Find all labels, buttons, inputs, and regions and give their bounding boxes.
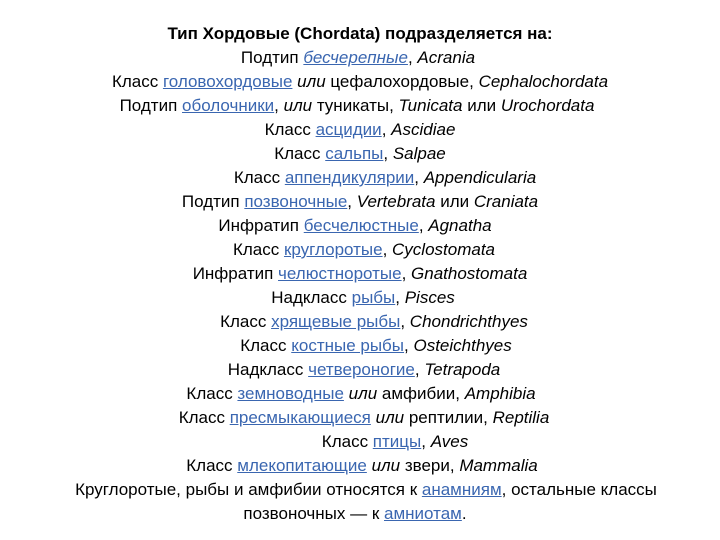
taxonomy-line-pisces bbox=[3, 286, 720, 310]
taxon-link[interactable]: позвоночные bbox=[244, 192, 348, 211]
taxonomy-line-agnatha bbox=[0, 214, 715, 238]
taxonomy-line-reptilia bbox=[4, 406, 720, 430]
line-text: , bbox=[414, 168, 424, 187]
latin-name: Appendicularia bbox=[423, 168, 537, 187]
line-text: Подтип bbox=[240, 48, 304, 67]
line-text: Класс bbox=[240, 336, 292, 355]
taxonomy-line-tunicata bbox=[0, 94, 717, 118]
taxon-link[interactable]: земноводные bbox=[237, 384, 344, 403]
line-text: , bbox=[381, 120, 392, 139]
taxon-link[interactable]: амниотам bbox=[384, 504, 462, 523]
line-text: звери, bbox=[400, 456, 460, 475]
latin-name: Mammalia bbox=[459, 456, 538, 475]
line-text: Класс bbox=[178, 408, 230, 427]
line-text: амфибии, bbox=[377, 384, 465, 403]
line-text: Класс bbox=[111, 72, 163, 91]
latin-name: или bbox=[348, 384, 378, 403]
taxon-link[interactable]: млекопитающие bbox=[237, 456, 367, 475]
line-text: , bbox=[404, 336, 414, 355]
line-text: , bbox=[395, 288, 405, 307]
taxon-link[interactable]: оболочники bbox=[182, 96, 275, 115]
latin-name: Cephalochordata bbox=[478, 72, 609, 91]
latin-name: Tetrapoda bbox=[424, 360, 501, 379]
taxon-link[interactable]: птицы bbox=[372, 432, 422, 451]
taxonomy-line-vertebrata bbox=[0, 190, 720, 214]
taxon-link[interactable]: асцидии bbox=[315, 120, 382, 139]
latin-name: Chondrichthyes bbox=[409, 312, 528, 331]
note-line-anamnia bbox=[6, 478, 720, 502]
line-text: , bbox=[407, 48, 418, 67]
line-text: Подтип bbox=[119, 96, 183, 115]
latin-name: Reptilia bbox=[492, 408, 550, 427]
taxonomy-line-mammalia bbox=[2, 454, 720, 478]
line-text: или bbox=[435, 192, 474, 211]
line-text: , bbox=[401, 264, 412, 283]
line-text: Класс bbox=[186, 384, 238, 403]
line-text: . bbox=[461, 504, 467, 523]
line-text: Подтип bbox=[181, 192, 245, 211]
latin-name: или bbox=[371, 456, 401, 475]
latin-name: Cyclostomata bbox=[392, 240, 496, 259]
taxonomy-line-gnathostomata bbox=[0, 262, 720, 286]
line-text: Инфратип bbox=[218, 216, 304, 235]
line-text: Класс bbox=[274, 144, 326, 163]
latin-name: или bbox=[297, 72, 326, 91]
latin-name: или bbox=[375, 408, 405, 427]
latin-name: Agnatha bbox=[428, 216, 492, 235]
taxon-link[interactable]: четвероногие bbox=[308, 360, 415, 379]
line-text: Класс bbox=[321, 432, 373, 451]
line-text: , остальные классы bbox=[501, 480, 657, 499]
line-text: Класс bbox=[232, 240, 284, 259]
latin-name: Ascidiae bbox=[391, 120, 456, 139]
taxonomy-line-acrania bbox=[0, 46, 718, 70]
latin-name: Acrania bbox=[417, 48, 476, 67]
line-text: Круглоротые, рыбы и амфибии относятся к bbox=[75, 480, 422, 499]
taxonomy-line-cephalochordata bbox=[0, 70, 720, 94]
taxonomy-line-appendicularia bbox=[25, 166, 720, 190]
taxon-link[interactable]: анамниям bbox=[421, 480, 502, 499]
taxonomy-line-chondrichthyes bbox=[14, 310, 720, 334]
line-text: Надкласс bbox=[227, 360, 309, 379]
taxon-link[interactable]: хрящевые рыбы bbox=[271, 312, 401, 331]
latin-name: Craniata bbox=[473, 192, 539, 211]
line-text: , bbox=[347, 192, 357, 211]
taxonomy-line-aves bbox=[35, 430, 720, 454]
line-text: или bbox=[462, 96, 501, 115]
line-text: туникаты, bbox=[312, 96, 399, 115]
latin-name: Gnathostomata bbox=[411, 264, 528, 283]
taxon-link[interactable]: аппендикулярии bbox=[284, 168, 415, 187]
taxon-link[interactable]: рыбы bbox=[351, 288, 396, 307]
line-text: рептилии, bbox=[404, 408, 493, 427]
taxon-link[interactable]: пресмыкающиеся bbox=[229, 408, 371, 427]
latin-name: или bbox=[283, 96, 313, 115]
latin-name: Amphibia bbox=[464, 384, 536, 403]
latin-name: Tunicata bbox=[398, 96, 463, 115]
taxon-link[interactable]: челюстноротые bbox=[278, 264, 402, 283]
line-text: Класс bbox=[220, 312, 272, 331]
taxonomy-line-osteichthyes bbox=[16, 334, 720, 358]
latin-name: Osteichthyes bbox=[413, 336, 512, 355]
line-text: Тип Хордовые (Chordata) подразделяется на: bbox=[167, 24, 553, 43]
note-line-amniota bbox=[0, 502, 715, 526]
taxonomy-line-ascidiae bbox=[0, 118, 720, 142]
taxon-link[interactable]: сальпы bbox=[325, 144, 384, 163]
line-text: Класс bbox=[233, 168, 285, 187]
taxon-link[interactable]: костные рыбы bbox=[291, 336, 405, 355]
line-text: , bbox=[418, 216, 429, 235]
taxon-link[interactable]: круглоротые bbox=[283, 240, 383, 259]
line-text: Надкласс bbox=[271, 288, 352, 307]
taxonomy-line-salpae bbox=[0, 142, 720, 166]
taxon-link[interactable]: бесчерепные bbox=[303, 48, 408, 67]
line-text: цефалохордовые, bbox=[325, 72, 479, 91]
latin-name: Salpae bbox=[392, 144, 446, 163]
taxonomy-line-cyclostomata bbox=[4, 238, 720, 262]
line-text: , bbox=[382, 240, 393, 259]
taxon-link[interactable]: бесчелюстные bbox=[303, 216, 419, 235]
taxon-link[interactable]: головохордовые bbox=[162, 72, 293, 91]
line-text: , bbox=[414, 360, 425, 379]
latin-name: Vertebrata bbox=[356, 192, 436, 211]
latin-name: Aves bbox=[430, 432, 469, 451]
taxonomy-line-tetrapoda bbox=[4, 358, 720, 382]
taxonomy-line-amphibia bbox=[1, 382, 720, 406]
line-text: Класс bbox=[264, 120, 316, 139]
line-text: , bbox=[400, 312, 410, 331]
line-text: Класс bbox=[186, 456, 238, 475]
line-text: , bbox=[274, 96, 284, 115]
line-text: Инфратип bbox=[192, 264, 279, 283]
line-text: позвоночных — к bbox=[243, 504, 384, 523]
line-text: , bbox=[421, 432, 431, 451]
line-text: , bbox=[383, 144, 393, 163]
latin-name: Urochordata bbox=[500, 96, 595, 115]
latin-name: Pisces bbox=[404, 288, 455, 307]
title-line bbox=[0, 22, 720, 46]
